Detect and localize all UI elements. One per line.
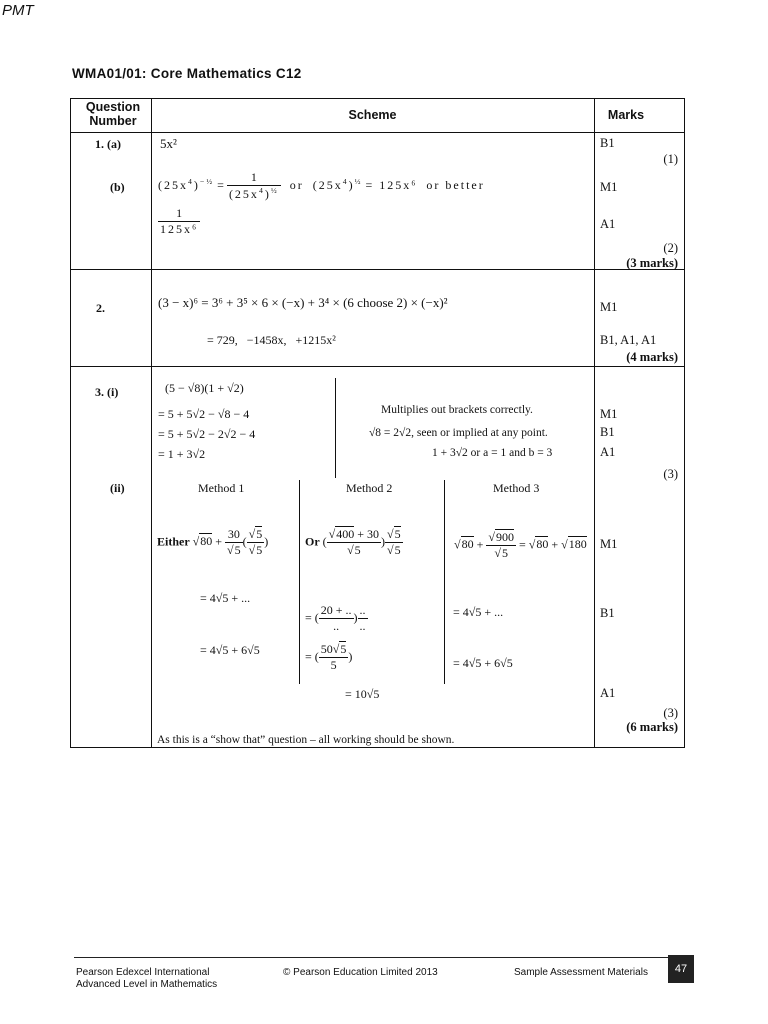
show-that-note: As this is a “show that” question – all working should be shown. [157,734,455,746]
column-divider [151,98,152,748]
q3i-note: √8 = 2√2, seen or implied at any point. [369,427,548,439]
q3i-line: = 5 + 5√2 − √8 − 4 [158,407,250,421]
method1-expression: Either √80 + $\frac{30}{√5}$ ( $\frac{√5}{√5}$ ) [157,527,269,557]
method2-expression: Or ( $\frac{√400 + 30}{√5}$ ) $\frac{√5}{√5}$ [305,527,401,557]
mark-code: B1 [600,606,615,620]
mark-total: (4 marks) [626,350,678,364]
question-label: (b) [110,180,125,194]
header-question-number: Question Number [85,100,141,128]
row-divider [70,366,685,367]
q3ii-final: = 10√5 [345,687,380,701]
method2-step: = ( $\frac{50√5}{5}$ ) [305,642,353,672]
either-word: Either [157,534,190,549]
q2-expansion: (3 − x)⁶ = 3⁶ + 3⁵ × 6 × (−x) + 3⁴ × (6 choose 2) × (−x)² [158,295,448,310]
q1b-final-fraction: $\frac{1}{\text{125x⁶}}$ [160,206,199,236]
mark-code: B1 [600,425,615,439]
mark-subtotal: (3) [663,706,678,720]
q1b-expression: $(25x^4)^{-\frac{1}{2}}$ = $\frac{1}{(25x^4)^{\frac{1}{2}}}$ or $(25x^4)^{\frac{1}{2}} = 125x^6$ or better [158,170,485,201]
mark-subtotal: (3) [663,467,678,481]
footer-center: © Pearson Education Limited 2013 [283,967,438,978]
mark-subtotal: (2) [663,241,678,255]
question-label: 2. [96,301,105,315]
method1-step: = 4√5 + ... [200,591,251,605]
column-divider [594,98,595,748]
footer-right: Sample Assessment Materials [514,967,648,978]
q3i-note: Multiplies out brackets correctly. [381,404,533,416]
q3i-line: = 1 + 3√2 [158,447,206,461]
mark-subtotal: (1) [663,152,678,166]
method-divider [444,480,445,684]
method-3-heading: Method 3 [493,481,540,495]
working-divider [335,378,336,478]
row-divider [70,132,685,133]
mark-code: A1 [600,217,616,231]
q3i-note: 1 + 3√2 or a = 1 and b = 3 [432,447,553,459]
method-divider [299,480,300,684]
or-word: or [289,177,304,192]
mark-code: M1 [600,180,618,194]
method-2-heading: Method 2 [346,481,393,495]
q3i-line: = 5 + 5√2 − 2√2 − 4 [158,427,256,441]
mark-code: M1 [600,537,618,551]
method3-step: = 4√5 + ... [453,605,504,619]
mark-code: M1 [600,300,618,314]
document-title: WMA01/01: Core Mathematics C12 [72,66,302,81]
footer-left: Pearson Edexcel International Advanced Level in Mathematics [76,967,218,990]
method3-step: = 4√5 + 6√5 [453,656,513,670]
header-scheme: Scheme [348,108,397,122]
q2-result: = 729, −1458x, +1215x² [207,333,336,347]
mark-code: B1, A1, A1 [600,333,657,347]
mark-code: A1 [600,686,616,700]
method3-expression: √80 + $\frac{√900}{√5}$ = √80 + √180 [454,530,587,560]
mark-code: A1 [600,445,616,459]
method-1-heading: Method 1 [198,481,245,495]
mark-code: B1 [600,136,615,150]
question-label: (ii) [110,481,125,495]
footer-rule [74,957,668,958]
or-word: Or [305,534,320,549]
corner-label: PMT [2,2,34,19]
q1a-answer: 5x² [160,136,177,151]
mark-total: (3 marks) [626,256,678,270]
header-marks: Marks [607,108,645,122]
page-number: 47 [668,955,694,983]
mark-code: M1 [600,407,618,421]
or-better-text: or better [426,177,485,192]
q3i-line: (5 − √8)(1 + √2) [165,381,244,395]
question-label: 1. (a) [95,137,121,151]
method1-step: = 4√5 + 6√5 [200,643,260,657]
question-label: 3. (i) [95,385,119,399]
mark-total: (6 marks) [626,720,678,734]
method2-step: = ( $\frac{20 + ..}{..}$ ) $\frac{..}{..}$ [305,603,366,633]
q1b-power-result: = 125x⁶ [365,177,418,192]
